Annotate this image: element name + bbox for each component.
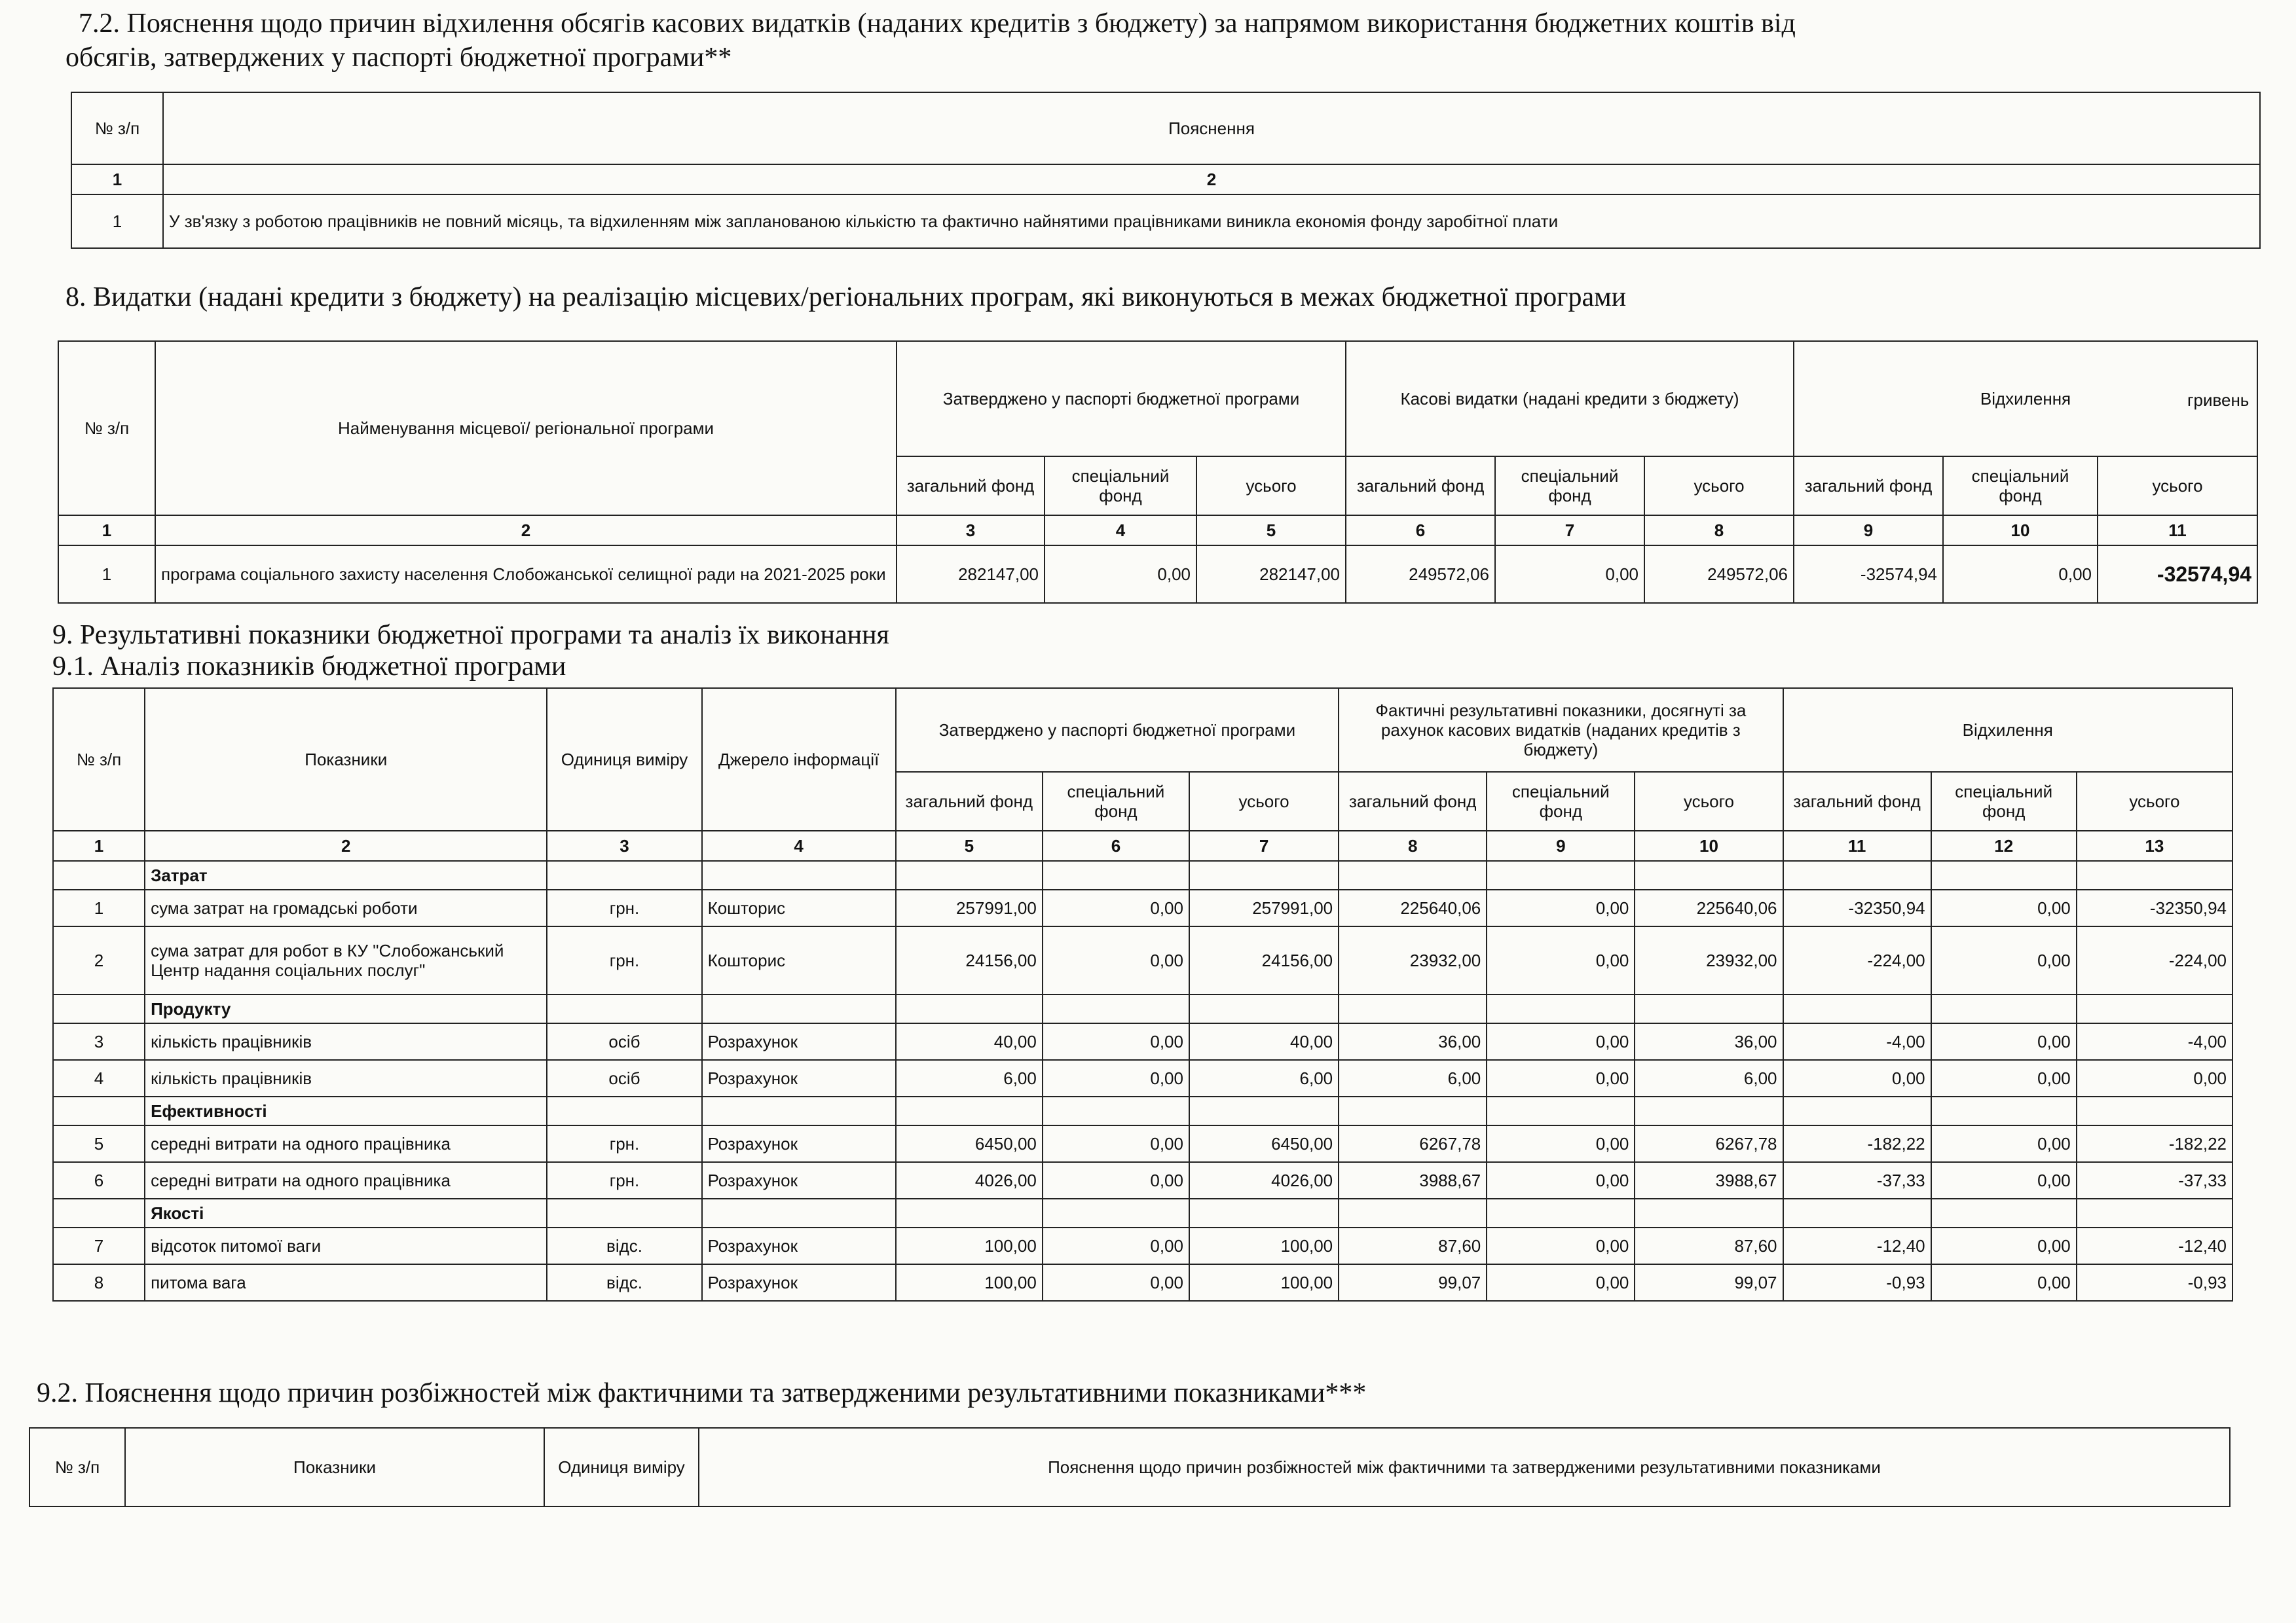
header-source: Джерело інформації [702, 688, 896, 831]
empty-cell [1189, 994, 1339, 1023]
indicator-name: питома вага [145, 1264, 547, 1301]
empty-cell [702, 994, 896, 1023]
value-cell: 4026,00 [896, 1162, 1043, 1199]
table-row [53, 1264, 2232, 1301]
index-cell: 1 [58, 515, 155, 545]
empty-cell [1339, 1199, 1487, 1228]
value-cell: -0,93 [1783, 1264, 1931, 1301]
header-explanation: Пояснення [163, 92, 2260, 164]
value-cell: 24156,00 [1189, 926, 1339, 994]
row-num: 3 [53, 1023, 145, 1060]
group-label: Якості [145, 1199, 547, 1228]
index-cell: 4 [1045, 515, 1196, 545]
index-cell: 6 [1346, 515, 1495, 545]
empty-cell [2077, 1097, 2232, 1125]
empty-cell [2077, 861, 2232, 890]
group-row [53, 1199, 2232, 1228]
header-actual: Фактичні результативні показники, досягнуті за рахунок касових видатків (наданих кредитів з бюджету) [1339, 688, 1783, 772]
header-cash: Касові видатки (надані кредити з бюджету) [1346, 341, 1794, 456]
table-row [53, 890, 2232, 926]
value-cell: 0,00 [1487, 926, 1635, 994]
value-cell: 100,00 [1189, 1228, 1339, 1264]
value-cell: 0,00 [1045, 545, 1196, 603]
value-cell: 87,60 [1635, 1228, 1783, 1264]
section-7-2-title-line2: обсягів, затверджених у паспорті бюджетної програми** [65, 43, 732, 73]
indicator-name: середні витрати на одного працівника [145, 1162, 547, 1199]
empty-cell [2077, 994, 2232, 1023]
value-cell: 40,00 [1189, 1023, 1339, 1060]
value-cell: 36,00 [1635, 1023, 1783, 1060]
value-cell: 0,00 [2077, 1060, 2232, 1097]
header-total: усього [1635, 772, 1783, 831]
empty-cell [1783, 1097, 1931, 1125]
empty-cell [1783, 861, 1931, 890]
empty-cell [547, 1199, 701, 1228]
value-cell: 0,00 [1043, 926, 1189, 994]
empty-cell [702, 861, 896, 890]
value-cell: 0,00 [1487, 1264, 1635, 1301]
empty-cell [1487, 1097, 1635, 1125]
header-special: спеціальний фонд [1495, 456, 1644, 515]
header-special: спеціальний фонд [1943, 456, 2098, 515]
empty-cell [1931, 1199, 2077, 1228]
index-cell: 11 [1783, 831, 1931, 861]
empty-cell [1635, 1199, 1783, 1228]
value-cell: 0,00 [1043, 890, 1189, 926]
source-cell: Розрахунок [702, 1060, 896, 1097]
empty-cell [1635, 994, 1783, 1023]
value-cell: -4,00 [2077, 1023, 2232, 1060]
unit-cell: грн. [547, 1125, 701, 1162]
source-cell: Розрахунок [702, 1162, 896, 1199]
header-general: загальний фонд [1346, 456, 1495, 515]
header-total: усього [2098, 456, 2257, 515]
value-cell: 0,00 [1931, 926, 2077, 994]
unit-label: гривень [2187, 390, 2250, 410]
value-cell: 0,00 [1931, 1162, 2077, 1199]
source-cell: Кошторис [702, 890, 896, 926]
header-general: загальний фонд [897, 456, 1045, 515]
row-explanation: У зв'язку з роботою працівників не повний місяць, та відхиленням між запланованою кількістю та фактично найнятими працівниками виникла економія фонду заробітної плати [163, 194, 2260, 248]
empty-cell [1635, 1097, 1783, 1125]
value-cell: 282147,00 [1196, 545, 1346, 603]
value-cell: 249572,06 [1644, 545, 1794, 603]
index-cell: 7 [1495, 515, 1644, 545]
header-num: № з/п [71, 92, 163, 164]
index-cell: 8 [1644, 515, 1794, 545]
index-cell: 9 [1487, 831, 1635, 861]
section-7-2-title-line1: 7.2. Пояснення щодо причин відхилення обсягів касових видатків (наданих кредитів з бюджету) за напрямом використання бюджетних коштів від [79, 9, 1796, 39]
row-num: 1 [53, 890, 145, 926]
header-general: загальний фонд [1783, 772, 1931, 831]
empty-cell [547, 1097, 701, 1125]
indicator-name: відсоток питомої ваги [145, 1228, 547, 1264]
header-special: спеціальний фонд [1931, 772, 2077, 831]
unit-cell: осіб [547, 1060, 701, 1097]
index-cell: 13 [2077, 831, 2232, 861]
empty-cell [1635, 861, 1783, 890]
empty-cell [896, 1199, 1043, 1228]
table-9-1 [52, 687, 2233, 1302]
value-cell: 225640,06 [1635, 890, 1783, 926]
value-cell: 0,00 [1043, 1125, 1189, 1162]
value-cell: -32574,94 [1794, 545, 1943, 603]
empty-cell [2077, 1199, 2232, 1228]
value-cell: 225640,06 [1339, 890, 1487, 926]
header-num: № з/п [58, 341, 155, 515]
indicator-name: кількість працівників [145, 1060, 547, 1097]
value-cell: 6,00 [1635, 1060, 1783, 1097]
empty-cell [896, 861, 1043, 890]
value-cell: -224,00 [2077, 926, 2232, 994]
value-cell: 0,00 [1043, 1264, 1189, 1301]
value-cell: 100,00 [896, 1228, 1043, 1264]
table-row [53, 1125, 2232, 1162]
value-cell: -12,40 [2077, 1228, 2232, 1264]
table-7-2 [71, 92, 2261, 249]
source-cell: Розрахунок [702, 1228, 896, 1264]
value-cell: 0,00 [1487, 890, 1635, 926]
index-cell: 6 [1043, 831, 1189, 861]
value-cell: 36,00 [1339, 1023, 1487, 1060]
value-cell: 0,00 [1487, 1125, 1635, 1162]
empty-cell [53, 1097, 145, 1125]
value-cell: 99,07 [1339, 1264, 1487, 1301]
index-cell: 3 [897, 515, 1045, 545]
value-cell: 24156,00 [896, 926, 1043, 994]
index-cell: 1 [71, 164, 163, 194]
empty-cell [702, 1097, 896, 1125]
value-cell: 0,00 [1931, 1264, 2077, 1301]
index-row [53, 831, 2232, 861]
empty-cell [1931, 1097, 2077, 1125]
row-num: 1 [58, 545, 155, 603]
value-cell: 0,00 [1043, 1060, 1189, 1097]
value-cell: 40,00 [896, 1023, 1043, 1060]
source-cell: Розрахунок [702, 1023, 896, 1060]
value-cell: 6,00 [1189, 1060, 1339, 1097]
group-label: Продукту [145, 994, 547, 1023]
table-8 [58, 340, 2258, 604]
value-cell: 0,00 [1043, 1162, 1189, 1199]
empty-cell [1339, 994, 1487, 1023]
value-cell: -182,22 [1783, 1125, 1931, 1162]
value-cell: 0,00 [1931, 1023, 2077, 1060]
empty-cell [896, 994, 1043, 1023]
unit-cell: осіб [547, 1023, 701, 1060]
table-9-2 [29, 1427, 2231, 1507]
index-cell: 2 [145, 831, 547, 861]
value-cell: 0,00 [1943, 545, 2098, 603]
group-row [53, 994, 2232, 1023]
index-cell: 10 [1943, 515, 2098, 545]
empty-cell [547, 861, 701, 890]
empty-cell [1931, 861, 2077, 890]
empty-cell [1487, 1199, 1635, 1228]
value-cell: 99,07 [1635, 1264, 1783, 1301]
table-row [53, 926, 2232, 994]
header-num: № з/п [53, 688, 145, 831]
row-num: 4 [53, 1060, 145, 1097]
empty-cell [1783, 1199, 1931, 1228]
empty-cell [1931, 994, 2077, 1023]
value-cell: 0,00 [1487, 1162, 1635, 1199]
value-cell: -32350,94 [1783, 890, 1931, 926]
value-cell: 0,00 [1043, 1023, 1189, 1060]
header-unit: Одиниця виміру [547, 688, 701, 831]
header-program-name: Найменування місцевої/ регіональної програми [155, 341, 897, 515]
indicator-name: середні витрати на одного працівника [145, 1125, 547, 1162]
source-cell: Кошторис [702, 926, 896, 994]
table-row [53, 1023, 2232, 1060]
header-total: усього [1644, 456, 1794, 515]
indicator-name: сума затрат на громадські роботи [145, 890, 547, 926]
header-num: № з/п [29, 1428, 125, 1506]
header-total: усього [1196, 456, 1346, 515]
value-cell: 3988,67 [1339, 1162, 1487, 1199]
index-cell: 12 [1931, 831, 2077, 861]
section-8-title: 8. Видатки (надані кредити з бюджету) на реалізацію місцевих/регіональних програм, які виконуються в межах бюджетної програми [65, 282, 1627, 312]
header-special: спеціальний фонд [1045, 456, 1196, 515]
header-general: загальний фонд [1339, 772, 1487, 831]
value-cell: 4026,00 [1189, 1162, 1339, 1199]
empty-cell [1487, 861, 1635, 890]
value-cell: -12,40 [1783, 1228, 1931, 1264]
header-general: загальний фонд [896, 772, 1043, 831]
unit-cell: грн. [547, 926, 701, 994]
table-row [53, 1060, 2232, 1097]
row-num: 6 [53, 1162, 145, 1199]
index-cell: 7 [1189, 831, 1339, 861]
table-row [53, 1162, 2232, 1199]
value-cell: 257991,00 [1189, 890, 1339, 926]
index-cell: 10 [1635, 831, 1783, 861]
value-cell: 257991,00 [896, 890, 1043, 926]
header-deviation: Відхилення [1794, 341, 2257, 456]
empty-cell [547, 994, 701, 1023]
program-name: програма соціального захисту населення Слобожанської селищної ради на 2021-2025 роки [155, 545, 897, 603]
header-special: спеціальний фонд [1043, 772, 1189, 831]
index-cell: 9 [1794, 515, 1943, 545]
header-explanation: Пояснення щодо причин розбіжностей між фактичними та затвердженими результативними показниками [699, 1428, 2230, 1506]
header-special: спеціальний фонд [1487, 772, 1635, 831]
index-cell: 5 [1196, 515, 1346, 545]
table-row [58, 545, 2257, 603]
index-cell: 2 [155, 515, 897, 545]
value-cell: -0,93 [2077, 1264, 2232, 1301]
value-cell: 0,00 [1931, 1060, 2077, 1097]
row-num: 8 [53, 1264, 145, 1301]
row-num: 2 [53, 926, 145, 994]
empty-cell [53, 1199, 145, 1228]
empty-cell [1043, 994, 1189, 1023]
index-cell: 4 [702, 831, 896, 861]
group-row [53, 1097, 2232, 1125]
value-cell: -182,22 [2077, 1125, 2232, 1162]
section-9-2-title: 9.2. Пояснення щодо причин розбіжностей між фактичними та затвердженими результативними показниками*** [37, 1378, 1367, 1408]
value-cell: 6,00 [1339, 1060, 1487, 1097]
value-cell: 0,00 [1487, 1228, 1635, 1264]
empty-cell [1783, 994, 1931, 1023]
indicator-name: сума затрат для робот в КУ "Слобожанський Центр надання соціальних послуг" [145, 926, 547, 994]
empty-cell [53, 994, 145, 1023]
value-cell: 249572,06 [1346, 545, 1495, 603]
unit-cell: відс. [547, 1228, 701, 1264]
unit-cell: відс. [547, 1264, 701, 1301]
empty-cell [1189, 1097, 1339, 1125]
empty-cell [1339, 1097, 1487, 1125]
empty-cell [1189, 861, 1339, 890]
value-cell: 0,00 [1931, 890, 2077, 926]
empty-cell [1043, 1097, 1189, 1125]
value-cell: 6267,78 [1635, 1125, 1783, 1162]
header-deviation: Відхилення [1783, 688, 2232, 772]
header-approved: Затверджено у паспорті бюджетної програми [897, 341, 1346, 456]
value-cell: 100,00 [1189, 1264, 1339, 1301]
empty-cell [1189, 1199, 1339, 1228]
header-total: усього [2077, 772, 2232, 831]
table-body [53, 861, 2232, 1301]
empty-cell [896, 1097, 1043, 1125]
value-cell: 0,00 [1043, 1228, 1189, 1264]
index-cell: 1 [53, 831, 145, 861]
row-num: 5 [53, 1125, 145, 1162]
empty-cell [53, 861, 145, 890]
value-cell: 0,00 [1495, 545, 1644, 603]
source-cell: Розрахунок [702, 1264, 896, 1301]
index-cell: 2 [163, 164, 2260, 194]
section-9-title: 9. Результативні показники бюджетної програми та аналіз їх виконання [52, 620, 889, 650]
header-indicators: Показники [145, 688, 547, 831]
index-cell: 8 [1339, 831, 1487, 861]
value-cell-total: -32574,94 [2098, 545, 2257, 603]
indicator-name: кількість працівників [145, 1023, 547, 1060]
value-cell: 0,00 [1487, 1060, 1635, 1097]
value-cell: 6450,00 [896, 1125, 1043, 1162]
value-cell: 0,00 [1783, 1060, 1931, 1097]
empty-cell [702, 1199, 896, 1228]
value-cell: 6,00 [896, 1060, 1043, 1097]
header-indicators: Показники [125, 1428, 544, 1506]
value-cell: 0,00 [1931, 1125, 2077, 1162]
group-label: Ефективності [145, 1097, 547, 1125]
value-cell: 6450,00 [1189, 1125, 1339, 1162]
value-cell: -37,33 [2077, 1162, 2232, 1199]
value-cell: 23932,00 [1635, 926, 1783, 994]
header-approved: Затверджено у паспорті бюджетної програми [896, 688, 1339, 772]
index-cell: 3 [547, 831, 701, 861]
row-num: 7 [53, 1228, 145, 1264]
index-cell: 11 [2098, 515, 2257, 545]
value-cell: 6267,78 [1339, 1125, 1487, 1162]
unit-cell: грн. [547, 890, 701, 926]
source-cell: Розрахунок [702, 1125, 896, 1162]
value-cell: -32350,94 [2077, 890, 2232, 926]
empty-cell [1043, 1199, 1189, 1228]
value-cell: 282147,00 [897, 545, 1045, 603]
group-row [53, 861, 2232, 890]
value-cell: 0,00 [1931, 1228, 2077, 1264]
header-total: усього [1189, 772, 1339, 831]
empty-cell [1487, 994, 1635, 1023]
value-cell: 23932,00 [1339, 926, 1487, 994]
unit-cell: грн. [547, 1162, 701, 1199]
group-label: Затрат [145, 861, 547, 890]
value-cell: 3988,67 [1635, 1162, 1783, 1199]
header-unit: Одиниця виміру [544, 1428, 699, 1506]
value-cell: -224,00 [1783, 926, 1931, 994]
row-num: 1 [71, 194, 163, 248]
table-row [53, 1228, 2232, 1264]
section-9-1-title: 9.1. Аналіз показників бюджетної програми [52, 651, 566, 682]
value-cell: -37,33 [1783, 1162, 1931, 1199]
empty-cell [1043, 861, 1189, 890]
empty-cell [1339, 861, 1487, 890]
header-general: загальний фонд [1794, 456, 1943, 515]
value-cell: 100,00 [896, 1264, 1043, 1301]
value-cell: -4,00 [1783, 1023, 1931, 1060]
value-cell: 0,00 [1487, 1023, 1635, 1060]
value-cell: 87,60 [1339, 1228, 1487, 1264]
index-cell: 5 [896, 831, 1043, 861]
